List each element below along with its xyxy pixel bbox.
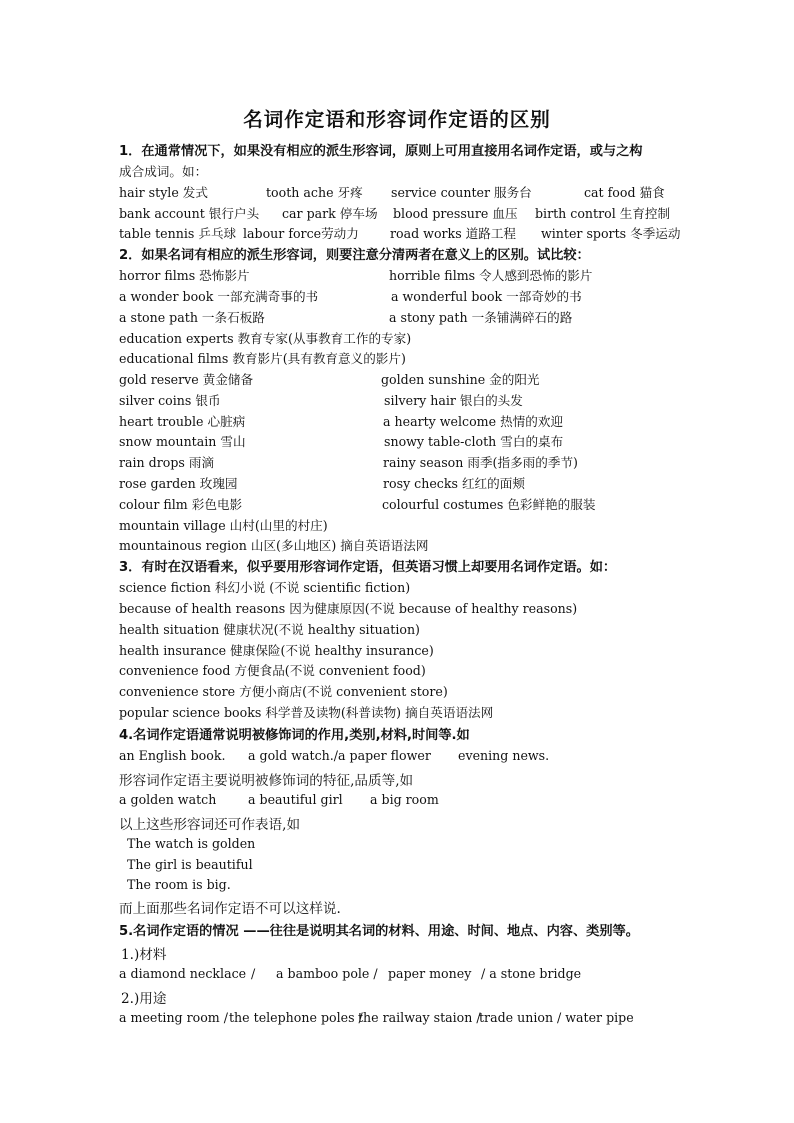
noun-attribute: rain drops 雨滴 [119, 455, 215, 470]
example-item: a gold watch./a paper flower [248, 748, 431, 763]
adjective-attribute: silvery hair 银白的头发 [384, 393, 523, 408]
sentence-line: The watch is golden [127, 836, 256, 851]
section-4-heading: 4.名词作定语通常说明被修饰词的作用,类别,材料,时间等.如 [119, 728, 470, 743]
term-item: blood pressure 血压 [393, 206, 518, 221]
example-item: a golden watch [119, 792, 217, 807]
compare-line: educational films 教育影片(具有教育意义的影片) [119, 351, 406, 366]
noun-attribute: a wonder book 一部充满奇事的书 [119, 289, 319, 304]
adjective-attribute: rainy season 雨季(指多雨的季节) [383, 455, 578, 470]
example-item: paper money [388, 966, 472, 981]
example-item: a big room [370, 792, 439, 807]
subsection-label: 1.)材料 [121, 947, 167, 963]
adjective-attribute: horrible films 令人感到恐怖的影片 [389, 268, 593, 283]
adjective-attribute: a wonderful book 一部奇妙的书 [391, 289, 582, 304]
compare-line: mountainous region 山区(多山地区) 摘自英语语法网 [119, 538, 429, 553]
adjective-attribute: a stony path 一条铺满碎石的路 [389, 310, 573, 325]
section-1-heading-cont: 成合成词。如： [119, 164, 208, 179]
term-item: table tennis 乒乓球 [119, 226, 237, 241]
section-2-heading: 2．如果名词有相应的派生形容词，则要注意分清两者在意义上的区别。试比较： [119, 248, 590, 263]
example-item: the railway staion / [358, 1010, 481, 1025]
example-line: convenience store 方便小商店(不说 convenient store) [119, 684, 448, 699]
noun-attribute: rose garden 玫瑰园 [119, 476, 238, 491]
example-item: a meeting room / [119, 1010, 228, 1025]
adjective-attribute: golden sunshine 金的阳光 [381, 372, 540, 387]
noun-attribute: colour film 彩色电影 [119, 497, 243, 512]
term-item: hair style 发式 [119, 185, 208, 200]
noun-attribute: silver coins 银币 [119, 393, 221, 408]
section-3-heading: 3．有时在汉语看来，似乎要用形容词作定语，但英语习惯上却要用名词作定语。如： [119, 560, 617, 575]
example-item: an English book. [119, 748, 226, 763]
example-item: a diamond necklace [119, 966, 247, 981]
page-title: 名词作定语和形容词作定语的区别 [243, 108, 551, 131]
term-item: road works 道路工程 [390, 226, 517, 241]
example-item: / a stone bridge [481, 966, 582, 981]
example-line: health situation 健康状况(不说 healthy situation) [119, 622, 420, 637]
adjective-attribute: rosy checks 红红的面颊 [383, 476, 525, 491]
paragraph-line: 以上这些形容词还可作表语,如 [119, 817, 301, 833]
noun-attribute: snow mountain 雪山 [119, 434, 246, 449]
adjective-attribute: a hearty welcome 热情的欢迎 [383, 414, 564, 429]
example-item: a bamboo pole / [276, 966, 378, 981]
term-item: bank account 银行户头 [119, 206, 260, 221]
example-line: convenience food 方便食品(不说 convenient food) [119, 663, 426, 678]
compare-line: mountain village 山村(山里的村庄) [119, 518, 328, 533]
example-item: / [251, 966, 256, 981]
compare-line: education experts 教育专家(从事教育工作的专家) [119, 331, 412, 346]
paragraph-line: 而上面那些名词作定语不可以这样说. [119, 901, 341, 917]
section-1-heading: 1．在通常情况下，如果没有相应的派生形容词，原则上可用直接用名词作定语，或与之构 [119, 144, 643, 159]
example-item: evening news. [458, 748, 550, 763]
noun-attribute: a stone path 一条石板路 [119, 310, 265, 325]
noun-attribute: heart trouble 心脏病 [119, 414, 246, 429]
example-line: science fiction 科幻小说 (不说 scientific fiction) [119, 580, 411, 595]
sentence-line: The girl is beautiful [127, 857, 253, 872]
example-item: the telephone poles / [229, 1010, 363, 1025]
term-item: car park 停车场 [282, 206, 378, 221]
term-item: birth control 生育控制 [535, 206, 671, 221]
noun-attribute: horror films 恐怖影片 [119, 268, 250, 283]
section-5-heading: 5.名词作定语的情况 ——往往是说明其名词的材料、用途、时间、地点、内容、类别等。 [119, 924, 639, 939]
example-item: / water pipe [557, 1010, 634, 1025]
term-item: winter sports 冬季运动 [541, 226, 681, 241]
sentence-line: The room is big. [127, 877, 231, 892]
term-item: service counter 服务台 [391, 185, 532, 200]
term-item: labour force劳动力 [243, 226, 359, 241]
term-item: cat food 猫食 [584, 185, 665, 200]
term-item: tooth ache 牙疼 [266, 185, 363, 200]
example-item: a beautiful girl [248, 792, 343, 807]
adjective-attribute: snowy table-cloth 雪白的桌布 [384, 434, 564, 449]
example-line: popular science books 科学普及读物(科普读物) 摘自英语语法网 [119, 705, 494, 720]
adjective-attribute: colourful costumes 色彩鲜艳的服装 [382, 497, 596, 512]
subsection-label: 2.)用途 [121, 991, 167, 1007]
example-line: health insurance 健康保险(不说 healthy insurance) [119, 643, 434, 658]
paragraph-line: 形容词作定语主要说明被修饰词的特征,品质等,如 [119, 773, 414, 789]
example-item: trade union [479, 1010, 554, 1025]
noun-attribute: gold reserve 黄金储备 [119, 372, 254, 387]
example-line: because of health reasons 因为健康原因(不说 because of healthy reasons) [119, 601, 578, 616]
